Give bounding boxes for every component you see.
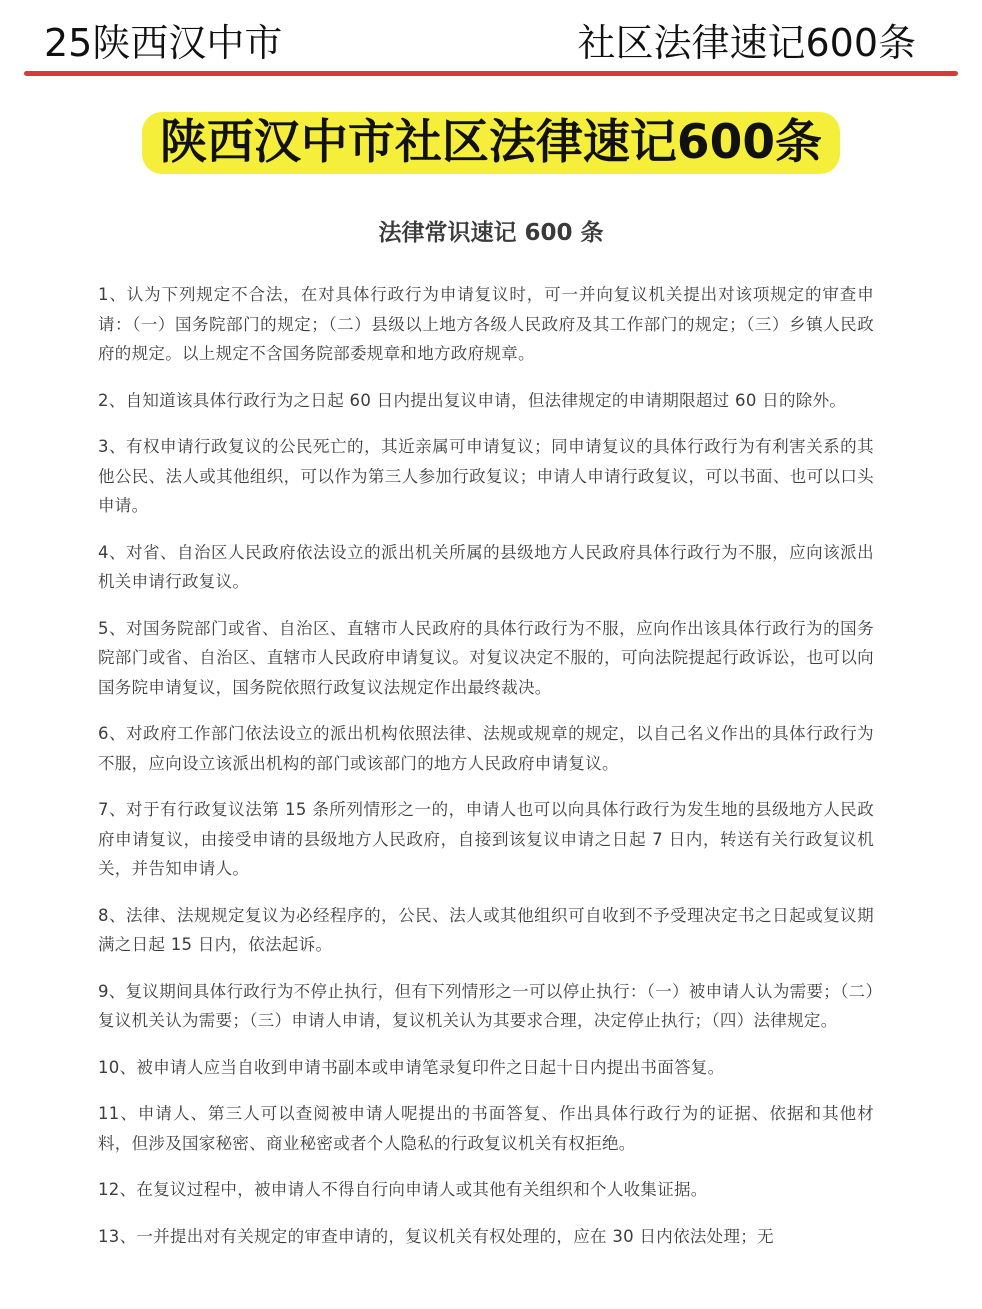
document-title: 法律常识速记 600 条 xyxy=(378,220,604,246)
law-item: 6、对政府工作部门依法设立的派出机构依照法律、法规或规章的规定，以自己名义作出的具体行政行为不服，应向设立该派出机构的部门或该部门的地方人民政府申请复议。 xyxy=(98,724,874,773)
law-item: 11、申请人、第三人可以查阅被申请人呢提出的书面答复、作出具体行政行为的证据、依据和其他材料，但涉及国家秘密、商业秘密或者个人隐私的行政复议机关有权拒绝。 xyxy=(98,1104,874,1153)
header-topic-label: 社区法律速记600条 xyxy=(577,21,916,65)
header-divider xyxy=(24,71,958,76)
law-item: 8、法律、法规规定复议为必经程序的，公民、法人或其他组织可自收到不予受理决定书之日起或复议期满之日起 15 日内，依法起诉。 xyxy=(98,905,874,954)
page-header xyxy=(0,0,982,78)
law-item: 5、对国务院部门或省、自治区、直辖市人民政府的具体行政行为不服，应向作出该具体行政行为的国务院部门或省、自治区、直辖市人民政府申请复议。对复议决定不服的，可向法院提起行政诉讼，也可以向国务院申请复议，国务院依照行政复议法规定作出最终裁决。 xyxy=(98,618,874,697)
banner-container xyxy=(0,112,982,174)
law-item: 2、自知道该具体行政行为之日起 60 日内提出复议申请，但法律规定的申请期限超过 60 日的除外。 xyxy=(98,390,847,410)
law-item: 9、复议期间具体行政行为不停止执行，但有下列情形之一可以停止执行：（一）被申请人认为需要；（二）复议机关认为需要；（三）申请人申请，复议机关认为其要求合理，决定停止执行；（四）法律规定。 xyxy=(98,981,874,1030)
law-item: 1、认为下列规定不合法，在对具体行政行为申请复议时，可一并向复议机关提出对该项规定的审查申请：（一）国务院部门的规定；（二）县级以上地方各级人民政府及其工作部门的规定；（三）乡镇人民政府的规定。以上规定不含国务院部委规章和地方政府规章。 xyxy=(98,285,874,363)
highlighted-banner-title: 陕西汉中市社区法律速记600条 xyxy=(142,112,840,174)
law-items-list xyxy=(98,280,874,1268)
law-item: 13、一并提出对有关规定的审查申请的，复议机关有权处理的，应在 30 日内依法处理；无 xyxy=(98,1226,774,1246)
header-location-label: 25陕西汉中市 xyxy=(44,21,283,65)
law-item: 12、在复议过程中，被申请人不得自行向申请人或其他有关组织和个人收集证据。 xyxy=(98,1180,708,1199)
law-item: 10、被申请人应当自收到申请书副本或申请笔录复印件之日起十日内提出书面答复。 xyxy=(98,1057,725,1077)
law-item: 3、有权申请行政复议的公民死亡的，其近亲属可申请复议；同申请复议的具体行政行为有利害关系的其他公民、法人或其他组织，可以作为第三人参加行政复议；申请人申请行政复议，可以书面、也可以口头申请。 xyxy=(98,437,874,515)
law-item: 7、对于有行政复议法第 15 条所列情形之一的，申请人也可以向具体行政行为发生地的县级地方人民政府申请复议，由接受申请的县级地方人民政府，自接到该复议申请之日起 7 日内，转送有关行政复议机关，并告知申请人。 xyxy=(98,800,874,878)
law-item: 4、对省、自治区人民政府依法设立的派出机关所属的县级地方人民政府具体行政行为不服，应向该派出机关申请行政复议。 xyxy=(98,542,874,591)
